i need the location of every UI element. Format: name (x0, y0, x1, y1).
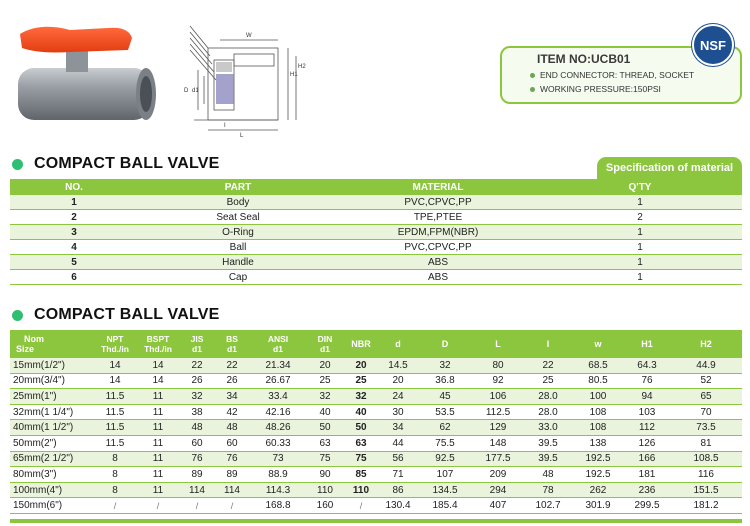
dim-col-header-bottom: d1 (320, 344, 330, 354)
dim-cell: 107 (418, 467, 472, 483)
dim-col-header-bottom: d1 (227, 344, 237, 354)
dim-col-header-top: NPT (106, 334, 124, 344)
dim-cell: 53.5 (418, 404, 472, 420)
material-cell-part: Ball (138, 240, 338, 255)
dim-cell: 112.5 (472, 404, 524, 420)
material-cell-no: 2 (10, 210, 138, 225)
dim-cell: 294 (472, 482, 524, 498)
material-cell-qty: 1 (538, 270, 742, 285)
dim-cell: 129 (472, 420, 524, 436)
dim-cell: 100 (572, 389, 624, 405)
dim-cell: 28.0 (524, 404, 572, 420)
bullet-icon (530, 87, 535, 92)
dimension-row (10, 373, 742, 389)
material-cell-material: ABS (338, 270, 538, 285)
material-cell-material: TPE,PTEE (338, 210, 538, 225)
dim-cell: 60 (214, 435, 250, 451)
dim-cell: 60.33 (250, 435, 306, 451)
dim-cell: 40 (344, 404, 378, 420)
pressure-text: WORKING PRESSURE:150PSI (540, 84, 661, 94)
dim-cell: 299.5 (624, 498, 670, 514)
dim-cell: 80 (472, 358, 524, 373)
dim-col-header (624, 330, 670, 358)
col-material: MATERIAL (338, 179, 538, 195)
material-cell-qty: 1 (538, 240, 742, 255)
label-d: D (184, 88, 189, 94)
section2-title: COMPACT BALL VALVE (34, 306, 220, 323)
label-h1: H1 (290, 72, 298, 78)
dim-cell: 20 (306, 358, 344, 373)
dim-cell-size: 20mm(3/4") (10, 373, 94, 389)
dim-cell: 11 (136, 404, 180, 420)
dim-cell: 126 (624, 435, 670, 451)
dim-cell: 34 (378, 420, 418, 436)
dim-cell: 138 (572, 435, 624, 451)
dim-cell: 166 (624, 451, 670, 467)
dim-cell-size: 15mm(1/2") (10, 358, 94, 373)
dim-cell: 75 (306, 451, 344, 467)
dim-cell: 44.9 (670, 358, 742, 373)
dim-cell: 22 (214, 358, 250, 373)
material-table-header (10, 179, 742, 195)
material-row (10, 240, 742, 255)
dim-col-header (472, 330, 524, 358)
dim-cell: 73 (250, 451, 306, 467)
dim-cell: 52 (670, 373, 742, 389)
dimension-row (10, 389, 742, 405)
material-row (10, 210, 742, 225)
material-cell-material: PVC,CPVC,PP (338, 240, 538, 255)
label-i: I (224, 123, 226, 129)
bullet-icon (530, 73, 535, 78)
dim-cell: 108 (572, 420, 624, 436)
material-cell-qty: 1 (538, 225, 742, 240)
dim-col-header-bottom: d (395, 339, 401, 349)
material-cell-part: Seat Seal (138, 210, 338, 225)
dim-col-header (180, 330, 214, 358)
dim-cell: 76 (624, 373, 670, 389)
dim-cell: 130.4 (378, 498, 418, 514)
dim-cell: 20 (344, 358, 378, 373)
dim-cell: 20 (378, 373, 418, 389)
dim-col-header (418, 330, 472, 358)
dimension-table-header (10, 330, 742, 358)
dim-cell: 192.5 (572, 467, 624, 483)
dim-cell: 38 (180, 404, 214, 420)
dim-col-header-top: BS (226, 334, 238, 344)
dim-col-header-top: ANSI (267, 334, 289, 344)
dim-cell: 32 (180, 389, 214, 405)
material-cell-part: O-Ring (138, 225, 338, 240)
dim-cell: 24 (378, 389, 418, 405)
dim-cell: 11 (136, 435, 180, 451)
dim-cell: / (94, 498, 136, 514)
dim-cell: 21.34 (250, 358, 306, 373)
dimension-row (10, 451, 742, 467)
dim-col-header-top: DIN (317, 334, 333, 344)
dimension-row (10, 467, 742, 483)
label-w: W (246, 33, 252, 39)
material-cell-part: Handle (138, 255, 338, 270)
dim-cell: 185.4 (418, 498, 472, 514)
dim-cell: 32 (306, 389, 344, 405)
item-number: ITEM NO:UCB01 (537, 52, 631, 66)
dim-cell-size: 150mm(6") (10, 498, 94, 514)
dim-cell: 14 (136, 373, 180, 389)
dim-cell: 39.5 (524, 451, 572, 467)
dim-cell: 92 (472, 373, 524, 389)
dim-cell: 114 (214, 482, 250, 498)
dim-cell: 11.5 (94, 420, 136, 436)
material-table (10, 179, 742, 285)
material-cell-no: 1 (10, 195, 138, 210)
dim-cell: 30 (378, 404, 418, 420)
dim-col-header-bottom: l (546, 339, 550, 349)
dim-cell: 85 (344, 467, 378, 483)
connector-text: END CONNECTOR: THREAD, SOCKET (540, 70, 695, 80)
dim-cell: / (214, 498, 250, 514)
dim-cell: 81 (670, 435, 742, 451)
dim-cell: 11.5 (94, 404, 136, 420)
dim-cell: 64.3 (624, 358, 670, 373)
material-cell-no: 3 (10, 225, 138, 240)
dim-cell: 89 (180, 467, 214, 483)
dim-col-header-bottom: d1 (192, 344, 202, 354)
dim-col-header (10, 330, 94, 358)
dim-col-header (572, 330, 624, 358)
dim-cell: 73.5 (670, 420, 742, 436)
dim-cell: 168.8 (250, 498, 306, 514)
dim-cell: / (136, 498, 180, 514)
dim-cell: 94 (624, 389, 670, 405)
item-info-connector (530, 70, 694, 80)
dim-cell: 78 (524, 482, 572, 498)
col-qty: Q'TY (538, 179, 742, 195)
dim-cell: 75 (344, 451, 378, 467)
material-table-body (10, 195, 742, 285)
dim-col-header (378, 330, 418, 358)
dim-cell: 114.3 (250, 482, 306, 498)
dim-cell: 22 (524, 358, 572, 373)
dim-cell: 88.9 (250, 467, 306, 483)
dim-cell: 177.5 (472, 451, 524, 467)
dim-col-header (524, 330, 572, 358)
dim-cell: 262 (572, 482, 624, 498)
material-cell-qty: 1 (538, 195, 742, 210)
dim-cell: 36.8 (418, 373, 472, 389)
dim-col-header-bottom: H2 (700, 339, 712, 349)
dimension-table (10, 330, 742, 514)
dim-col-header (306, 330, 344, 358)
label-d1: d1 (192, 88, 199, 94)
dim-cell: 103 (624, 404, 670, 420)
dim-cell: 14.5 (378, 358, 418, 373)
material-cell-qty: 1 (538, 255, 742, 270)
dimension-row (10, 498, 742, 514)
dim-cell: 8 (94, 482, 136, 498)
dim-cell: 56 (378, 451, 418, 467)
dim-cell: 89 (214, 467, 250, 483)
section-bullet-icon (12, 159, 23, 170)
dim-cell: 11 (136, 420, 180, 436)
material-cell-no: 6 (10, 270, 138, 285)
dim-cell: 26.67 (250, 373, 306, 389)
dim-col-header (670, 330, 742, 358)
material-row (10, 225, 742, 240)
dim-cell: 8 (94, 451, 136, 467)
dim-cell: 11 (136, 482, 180, 498)
dim-cell: 407 (472, 498, 524, 514)
dim-cell: 112 (624, 420, 670, 436)
spec-material-tab: Specification of material (597, 157, 742, 179)
dim-cell: 33.4 (250, 389, 306, 405)
dim-cell: 26 (214, 373, 250, 389)
material-cell-material: PVC,CPVC,PP (338, 195, 538, 210)
section-bullet-icon (12, 310, 23, 321)
dim-cell: / (344, 498, 378, 514)
dim-col-header (214, 330, 250, 358)
dim-cell: 63 (306, 435, 344, 451)
dim-cell: 32 (418, 358, 472, 373)
dim-cell: 68.5 (572, 358, 624, 373)
dim-cell: 14 (94, 358, 136, 373)
dim-cell: 11 (136, 451, 180, 467)
dim-col-header (344, 330, 378, 358)
label-h2: H2 (298, 64, 306, 70)
dim-cell: 26 (180, 373, 214, 389)
dimension-row (10, 482, 742, 498)
dim-cell: 50 (306, 420, 344, 436)
dim-col-header-bottom: L (495, 339, 501, 349)
dim-cell: 65 (670, 389, 742, 405)
dim-cell: 148 (472, 435, 524, 451)
dim-cell: 48.26 (250, 420, 306, 436)
dim-cell: 181.2 (670, 498, 742, 514)
dim-cell: 45 (418, 389, 472, 405)
dim-cell: 76 (180, 451, 214, 467)
dim-cell: 90 (306, 467, 344, 483)
dim-cell: 70 (670, 404, 742, 420)
dim-cell: 48 (214, 420, 250, 436)
dimension-row (10, 435, 742, 451)
label-l: L (240, 133, 244, 138)
dim-cell-size: 25mm(1") (10, 389, 94, 405)
dim-cell: 34 (214, 389, 250, 405)
ball-valve-image (10, 20, 160, 130)
dim-col-header-bottom: w (594, 339, 602, 349)
dim-cell-size: 50mm(2") (10, 435, 94, 451)
dim-cell: 11.5 (94, 435, 136, 451)
table-bottom-bar (10, 519, 742, 523)
dim-cell: 11 (136, 389, 180, 405)
dim-cell: 48 (180, 420, 214, 436)
dim-cell: 108.5 (670, 451, 742, 467)
dim-cell: 25 (524, 373, 572, 389)
dim-cell: 60 (180, 435, 214, 451)
dim-cell: 110 (344, 482, 378, 498)
dim-cell-size: 65mm(2 1/2") (10, 451, 94, 467)
material-cell-no: 4 (10, 240, 138, 255)
material-row (10, 195, 742, 210)
dim-cell: 236 (624, 482, 670, 498)
dim-cell: 86 (378, 482, 418, 498)
material-row (10, 270, 742, 285)
dim-cell: 33.0 (524, 420, 572, 436)
dim-cell: 114 (180, 482, 214, 498)
dim-col-header (94, 330, 136, 358)
dim-col-header (136, 330, 180, 358)
dim-col-header-top: BSPT (146, 334, 170, 344)
col-no: NO. (10, 179, 138, 195)
dim-cell: 39.5 (524, 435, 572, 451)
dim-cell: 42.16 (250, 404, 306, 420)
dim-cell: 181 (624, 467, 670, 483)
dim-cell-size: 80mm(3") (10, 467, 94, 483)
dim-col-header-top: Nom (24, 334, 44, 344)
nsf-badge-icon: NSF (692, 24, 734, 66)
dim-cell: 8 (94, 467, 136, 483)
dim-col-header-bottom: D (441, 339, 449, 349)
material-cell-material: EPDM,FPM(NBR) (338, 225, 538, 240)
material-cell-part: Cap (138, 270, 338, 285)
dim-cell: 92.5 (418, 451, 472, 467)
section1-title: COMPACT BALL VALVE (34, 155, 220, 172)
dim-cell: 102.7 (524, 498, 572, 514)
dim-cell: 71 (378, 467, 418, 483)
dim-cell: 50 (344, 420, 378, 436)
material-row (10, 255, 742, 270)
dim-cell: 42 (214, 404, 250, 420)
material-cell-no: 5 (10, 255, 138, 270)
col-part: PART (138, 179, 338, 195)
dim-col-header-bottom: Size (16, 344, 35, 354)
dim-cell: 14 (94, 373, 136, 389)
dim-cell: 28.0 (524, 389, 572, 405)
dim-cell: 40 (306, 404, 344, 420)
dim-col-header-bottom: H1 (641, 339, 653, 349)
dim-cell: 48 (524, 467, 572, 483)
dim-col-header-top: JIS (190, 334, 204, 344)
dim-cell: 25 (344, 373, 378, 389)
dim-cell-size: 40mm(1 1/2") (10, 420, 94, 436)
material-cell-material: ABS (338, 255, 538, 270)
dim-cell: / (180, 498, 214, 514)
material-cell-qty: 2 (538, 210, 742, 225)
dim-cell: 110 (306, 482, 344, 498)
dimension-table-body (10, 358, 742, 513)
dim-cell: 62 (418, 420, 472, 436)
dim-cell: 106 (472, 389, 524, 405)
dimension-row (10, 420, 742, 436)
dim-cell: 25 (306, 373, 344, 389)
dimension-drawing (180, 18, 310, 138)
dim-cell: 209 (472, 467, 524, 483)
dim-cell: 301.9 (572, 498, 624, 514)
item-info-pressure (530, 84, 661, 94)
dim-cell: 14 (136, 358, 180, 373)
dimension-row (10, 404, 742, 420)
dim-col-header-bottom: d1 (273, 344, 283, 354)
dim-cell: 75.5 (418, 435, 472, 451)
dim-cell: 80.5 (572, 373, 624, 389)
dim-col-header-bottom: Thd./in (101, 344, 129, 354)
dim-cell: 32 (344, 389, 378, 405)
dim-cell-size: 32mm(1 1/4") (10, 404, 94, 420)
dim-cell: 44 (378, 435, 418, 451)
dim-cell: 134.5 (418, 482, 472, 498)
dim-col-header (250, 330, 306, 358)
dimension-row (10, 358, 742, 373)
dim-cell: 63 (344, 435, 378, 451)
dim-cell: 11.5 (94, 389, 136, 405)
dim-cell: 192.5 (572, 451, 624, 467)
dim-cell: 151.5 (670, 482, 742, 498)
dim-cell: 76 (214, 451, 250, 467)
dim-cell: 22 (180, 358, 214, 373)
dim-cell-size: 100mm(4") (10, 482, 94, 498)
dim-col-header-bottom: NBR (351, 339, 371, 349)
dim-col-header-bottom: Thd./in (144, 344, 172, 354)
dim-cell: 108 (572, 404, 624, 420)
material-cell-part: Body (138, 195, 338, 210)
dim-cell: 160 (306, 498, 344, 514)
dim-cell: 11 (136, 467, 180, 483)
dim-cell: 116 (670, 467, 742, 483)
